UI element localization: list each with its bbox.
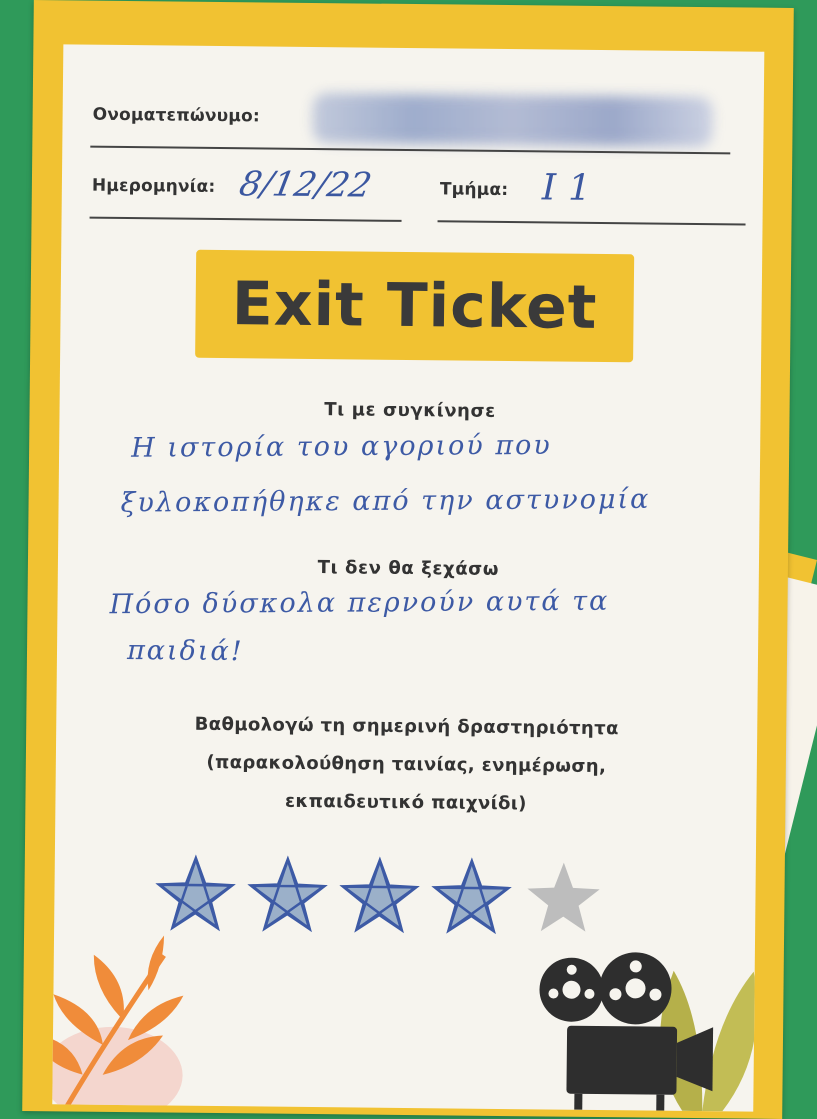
title-banner	[195, 250, 634, 363]
answer-1-line-2: ξυλοκοπήθηκε από την αστυνομία	[120, 483, 651, 519]
answer-1-line-1: Η ιστορία του αγοριού που	[131, 429, 552, 464]
rating-line-1: Βαθμολογώ τη σημερινή δραστηριότητα	[194, 713, 619, 740]
star-icon	[338, 855, 421, 938]
prompt-2: Τι δεν θα ξεχάσω	[317, 557, 500, 580]
rating-line-3: εκπαιδευτικό παιχνίδι)	[284, 790, 527, 815]
rating-line-2: (παρακολούθηση ταινίας, ενημέρωση,	[206, 751, 607, 778]
class-underline	[438, 220, 746, 225]
star-icon	[246, 854, 329, 937]
class-label: Τμήμα:	[439, 179, 509, 201]
name-blurred-value	[312, 93, 713, 147]
exit-ticket-card	[22, 0, 794, 1119]
rating-instructions	[55, 704, 757, 825]
class-value: Ι1	[541, 167, 604, 210]
name-label: Ονοματεπώνυμο:	[92, 104, 261, 127]
date-label: Ημερομηνία:	[91, 175, 216, 197]
class-field	[440, 179, 509, 200]
name-underline	[90, 146, 730, 155]
title: Exit Ticket	[231, 269, 598, 343]
name-field	[93, 105, 260, 127]
ticket-paper	[52, 44, 764, 1111]
star-rating	[154, 853, 635, 948]
date-value: 8/12/22	[236, 164, 375, 206]
leaf-decoration-icon	[52, 924, 214, 1111]
star-icon	[430, 856, 513, 939]
prompt-1: Τι με συγκίνησε	[324, 399, 496, 422]
answer-2-line-2: παιδιά!	[126, 635, 244, 668]
answer-2-line-1: Πόσο δύσκολα περνούν αυτά τα	[109, 585, 610, 621]
date-field	[92, 176, 216, 197]
star-icon	[522, 857, 605, 940]
star-icon	[154, 853, 237, 936]
film-camera-icon	[522, 949, 724, 1111]
date-underline	[90, 217, 402, 222]
